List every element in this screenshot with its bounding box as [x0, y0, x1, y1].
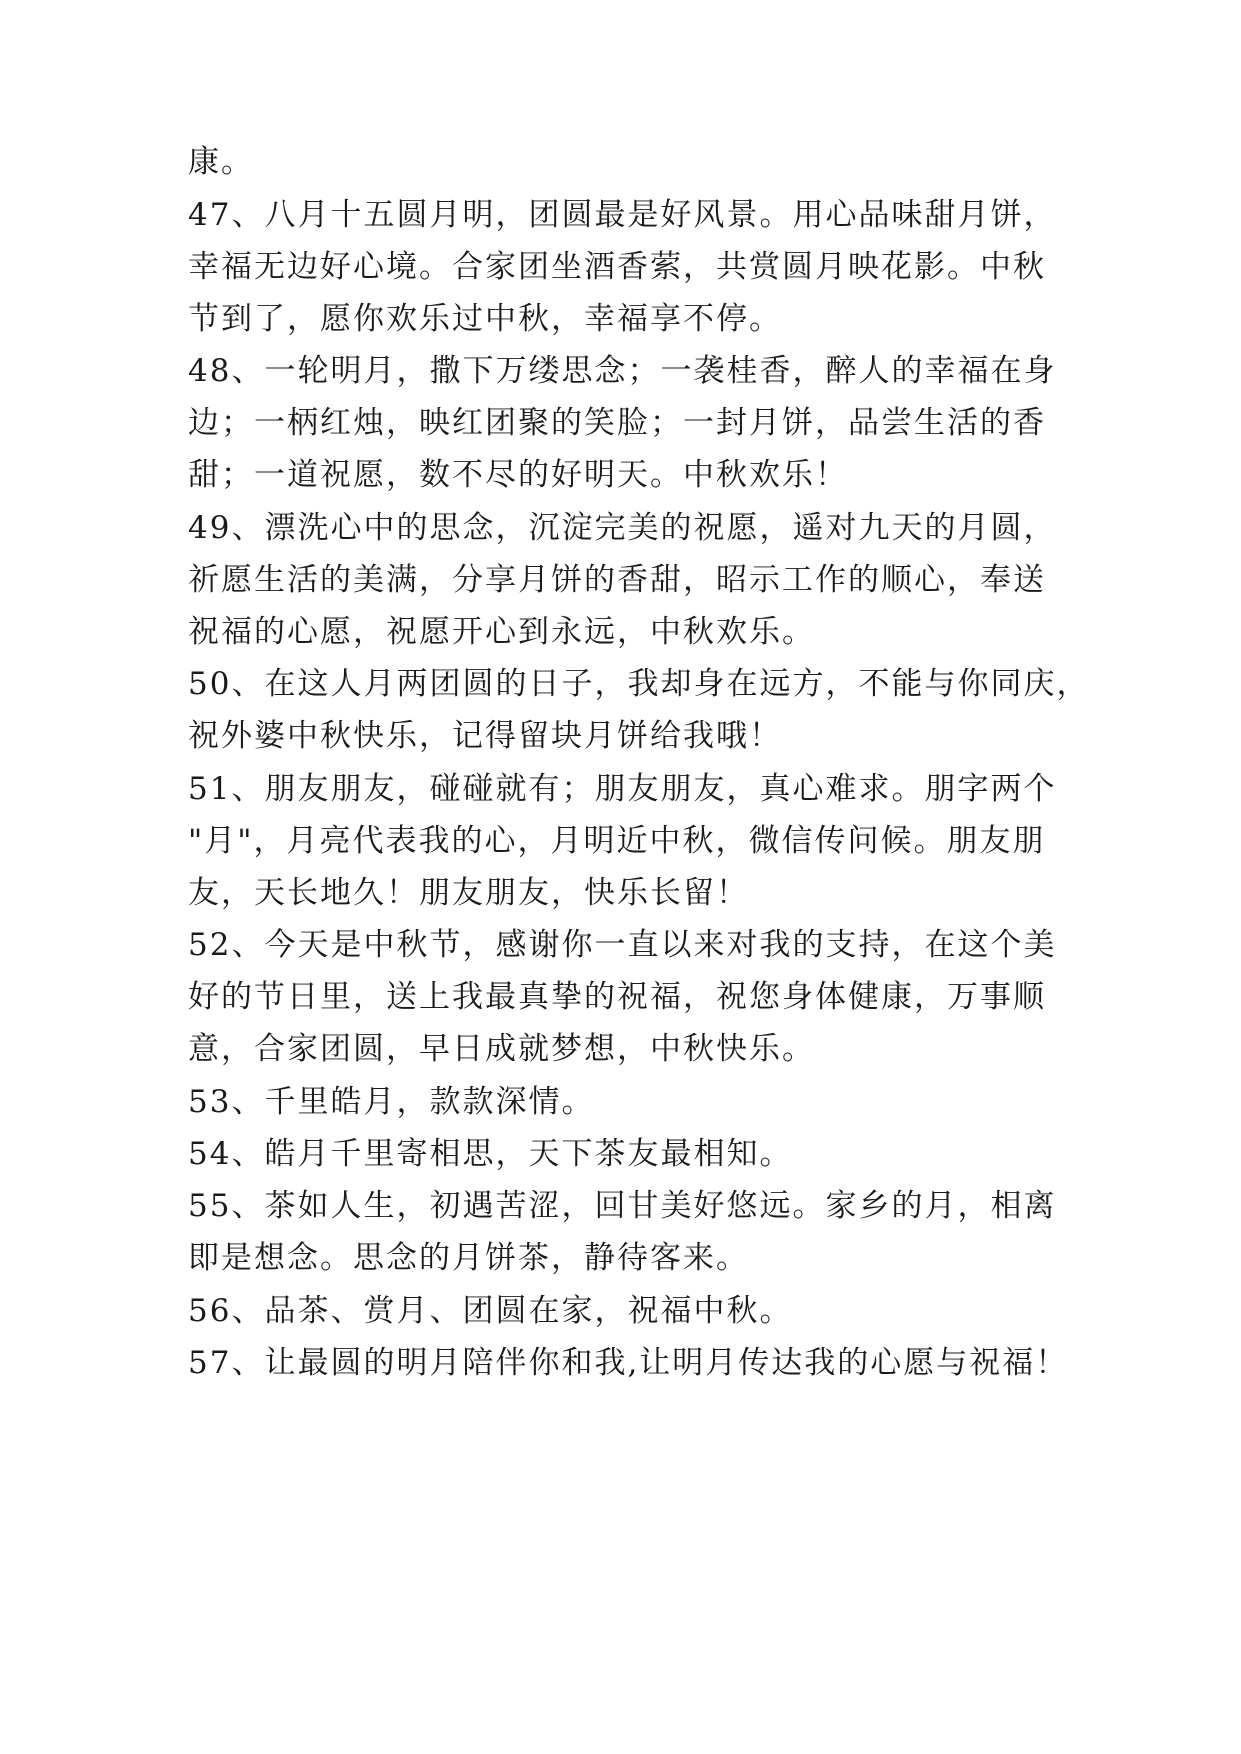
text-line: 甜；一道祝愿，数不尽的好明天。中秋欢乐！ [188, 457, 848, 493]
text-line: 51、朋友朋友，碰碰就有；朋友朋友，真心难求。朋字两个 [188, 771, 1057, 807]
text-line: 47、八月十五圆月明，团圆最是好风景。用心品味甜月饼， [188, 197, 1057, 233]
text-line: 边；一柄红烛，映红团聚的笑脸；一封月饼，品尝生活的香 [188, 405, 1046, 441]
text-line: 友，天长地久！朋友朋友，快乐长留！ [188, 875, 749, 911]
text-line: 祈愿生活的美满，分享月饼的香甜，昭示工作的顺心，奉送 [188, 562, 1046, 598]
text-line: 57、让最圆的明月陪伴你和我,让明月传达我的心愿与祝福！ [188, 1345, 1069, 1381]
text-line: 好的节日里，送上我最真挚的祝福，祝您身体健康，万事顺 [188, 979, 1046, 1015]
text-line: 节到了，愿你欢乐过中秋，幸福享不停。 [188, 301, 782, 337]
text-line: 55、茶如人生，初遇苦涩，回甘美好悠远。家乡的月，相离 [188, 1188, 1057, 1224]
text-line: 54、皓月千里寄相思，天下茶友最相知。 [188, 1136, 793, 1172]
text-line: 49、漂洗心中的思念，沉淀完美的祝愿，遥对九天的月圆， [188, 510, 1057, 546]
text-line: 52、今天是中秋节，感谢你一直以来对我的支持，在这个美 [188, 927, 1057, 963]
text-line: 意，合家团圆，早日成就梦想，中秋快乐。 [188, 1031, 815, 1067]
text-line: 48、一轮明月，撒下万缕思念；一袭桂香，醉人的幸福在身 [188, 353, 1057, 389]
text-line: 56、品茶、赏月、团圆在家，祝福中秋。 [188, 1293, 793, 1329]
text-line: 祝福的心愿，祝愿开心到永远，中秋欢乐。 [188, 614, 815, 650]
text-line: 康。 [188, 144, 254, 180]
text-line: 幸福无边好心境。合家团坐酒香萦，共赏圆月映花影。中秋 [188, 249, 1046, 285]
text-line: 50、在这人月两团圆的日子，我却身在远方，不能与你同庆， [188, 666, 1090, 702]
text-line: 祝外婆中秋快乐，记得留块月饼给我哦！ [188, 718, 782, 754]
text-line: 53、千里皓月，款款深情。 [188, 1084, 595, 1120]
text-line: "月"，月亮代表我的心，月明近中秋，微信传问候。朋友朋 [188, 823, 1046, 859]
text-line: 即是想念。思念的月饼茶，静待客来。 [188, 1240, 749, 1276]
